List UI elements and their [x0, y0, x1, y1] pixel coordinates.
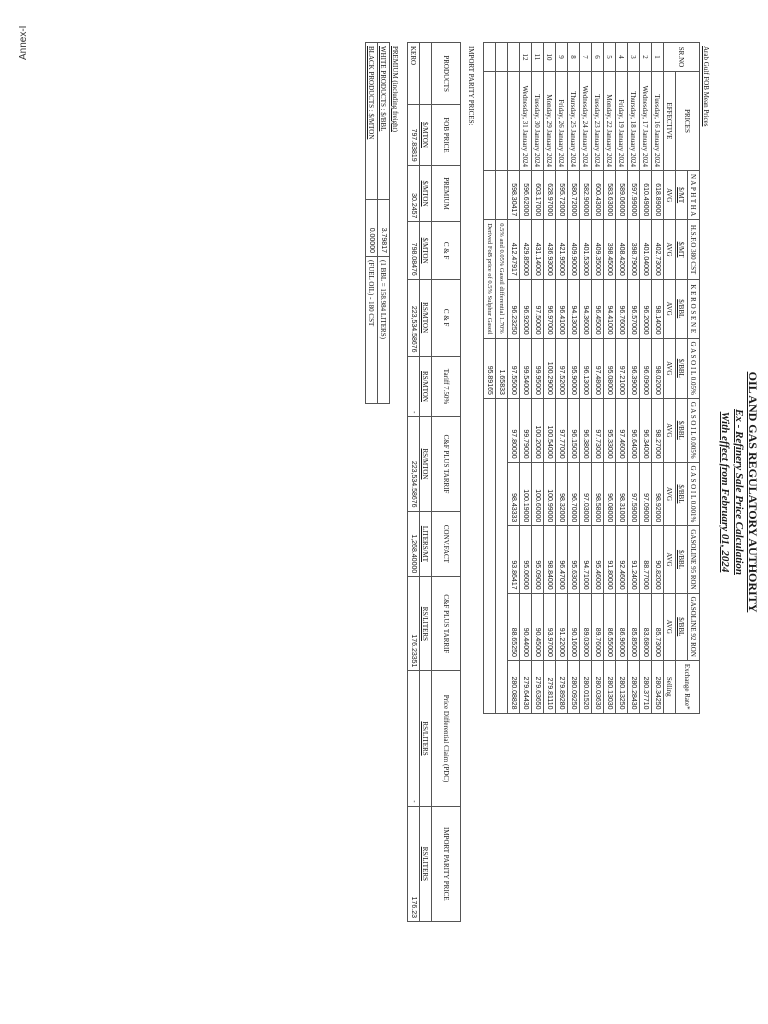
selling-label: Selling: [664, 660, 676, 713]
ipp-unit: RS/LITERS: [420, 806, 432, 921]
price-cell: 96.13000: [580, 338, 592, 398]
price-cell: 280.28430: [628, 660, 640, 713]
ipp-column-header: C&F PLUS TARRIF: [432, 417, 461, 511]
ipp-unit: $/MTON: [420, 222, 432, 279]
price-cell: 89.03000: [580, 593, 592, 660]
price-cell: 98.31000: [616, 462, 628, 526]
ipp-unit: RS/MTON: [420, 417, 432, 511]
product-name-3: G A S O I L 0.05%: [688, 338, 700, 398]
product-name-1: H.S.F.O 380 CST: [688, 220, 700, 280]
ipp-column-header: Price Differential Claim (PDC): [432, 671, 461, 806]
table-row: [652, 43, 664, 714]
price-cell: 96.08000: [604, 462, 616, 526]
price-cell: 100.54000: [544, 398, 556, 462]
price-cell: 401.53000: [580, 220, 592, 280]
avg-label-4: AVG: [664, 398, 676, 462]
premium-black-row: [366, 43, 378, 404]
sr-cell: 11: [532, 43, 544, 72]
product-name-2: K E R O S E N E: [688, 279, 700, 338]
price-cell: 100.19000: [520, 462, 532, 526]
premium-table: [365, 42, 390, 404]
avg-label-3: AVG: [664, 338, 676, 398]
product-name-5: G A S O I L 0.001%: [688, 462, 700, 526]
table-row: [544, 43, 556, 714]
price-cell: 86.96000: [616, 593, 628, 660]
price-cell: 582.90000: [580, 171, 592, 220]
ipp-unit: $/MTON: [420, 105, 432, 165]
prices-header: PRICES: [676, 72, 700, 171]
gasoil-diff-value: 1.65833: [496, 338, 508, 398]
authority-title: OIL AND GAS REGULATORY AUTHORITY: [746, 371, 760, 613]
price-cell: 97.77000: [556, 398, 568, 462]
ipp-column-header: C&F PLUS TARRIF: [432, 577, 461, 671]
ipp-cell: 223,534.58676: [408, 417, 420, 511]
table-row: [568, 43, 580, 714]
document-header: [718, 42, 760, 942]
sr-cell: 3: [628, 43, 640, 72]
table-row: [592, 43, 604, 714]
annex-label: Annex-I: [18, 25, 29, 60]
date-cell: Friday, 19 January 2024: [616, 72, 628, 171]
effective-header: EFFECTIVE: [664, 72, 676, 171]
sr-cell: 10: [544, 43, 556, 72]
average-cell: 598.30417: [508, 171, 520, 220]
product-name-0: N A P H T H A: [688, 171, 700, 220]
price-cell: 100.20000: [532, 398, 544, 462]
table-row: [556, 43, 568, 714]
price-cell: 93.97000: [544, 593, 556, 660]
price-cell: 96.97000: [544, 279, 556, 338]
ipp-cell: 1,268.40000: [408, 511, 420, 577]
price-cell: 96.92000: [520, 279, 532, 338]
product-name-4: G A S O I L 0.005%: [688, 398, 700, 462]
price-cell: 603.17000: [532, 171, 544, 220]
price-cell: 96.20000: [640, 279, 652, 338]
product-unit-2: $/BBL: [676, 279, 688, 338]
price-cell: 409.90000: [568, 220, 580, 280]
price-cell: 98.02000: [652, 338, 664, 398]
product-unit-4: $/BBL: [676, 398, 688, 462]
white-products-value: 3.79817: [378, 200, 390, 257]
price-cell: 279.64430: [520, 660, 532, 713]
ipp-product: KERO: [408, 43, 420, 105]
price-cell: 398.45000: [604, 220, 616, 280]
ipp-cell: -: [408, 356, 420, 417]
table-row: [520, 43, 532, 714]
price-cell: 98.27000: [652, 398, 664, 462]
date-cell: Thursday, 18 January 2024: [628, 72, 640, 171]
price-cell: 98.92000: [652, 462, 664, 526]
price-cell: 96.41000: [556, 279, 568, 338]
price-cell: 83.68000: [640, 593, 652, 660]
product-name-8: Exchange Rate*: [676, 660, 700, 713]
ipp-cell: 798.08476: [408, 222, 420, 279]
price-cell: 280.37710: [640, 660, 652, 713]
price-cell: 97.09000: [640, 462, 652, 526]
price-cell: 279.81110: [544, 660, 556, 713]
price-cell: 402.73000: [652, 220, 664, 280]
ipp-unit: LITERS/MT: [420, 511, 432, 577]
price-cell: 89.76000: [592, 593, 604, 660]
ipp-cell: 30.2457: [408, 165, 420, 222]
derived-fob-note: Derived FoB price of 0.5% Sulphur Gasoil: [484, 220, 496, 338]
price-cell: 95.09000: [532, 526, 544, 593]
price-cell: 97.46000: [616, 398, 628, 462]
premium-title: PREMIUM (including freight): [391, 46, 399, 132]
avg-row: [664, 43, 676, 714]
srno-header: SR.NO: [664, 43, 700, 72]
product-unit-0: $/MT: [676, 171, 688, 220]
average-row: [508, 43, 520, 714]
price-cell: 431.14000: [532, 220, 544, 280]
table-row: [616, 43, 628, 714]
price-cell: 596.62000: [520, 171, 532, 220]
table-row: [604, 43, 616, 714]
price-cell: 100.99000: [544, 462, 556, 526]
ipp-cell: 176.23: [408, 806, 420, 921]
price-cell: 98.84000: [544, 526, 556, 593]
product-unit-5: $/BBL: [676, 462, 688, 526]
derived-fob-value: 95.89165: [484, 338, 496, 398]
import-parity-title: IMPORT PARITY PRICES:: [467, 46, 475, 126]
price-cell: 95.63000: [568, 526, 580, 593]
price-cell: 96.38000: [580, 398, 592, 462]
price-cell: 99.54000: [520, 338, 532, 398]
fob-mean-prices-table: [483, 42, 700, 714]
date-cell: Wednesday, 17 January 2024: [640, 72, 652, 171]
average-cell: 88.65250: [508, 593, 520, 660]
average-cell: 412.47917: [508, 220, 520, 280]
ipp-row: [408, 43, 420, 922]
ipp-column-header: CONV.FACT: [432, 511, 461, 577]
price-cell: 92.46000: [616, 526, 628, 593]
ipp-unit: [420, 43, 432, 105]
price-cell: 280.13250: [616, 660, 628, 713]
price-cell: 90.44000: [520, 593, 532, 660]
average-cell: 96.23250: [508, 279, 520, 338]
black-products-label: BLACK PRODUCTS : $/MTON: [366, 43, 378, 200]
price-cell: 95.08000: [604, 338, 616, 398]
ipp-unit: RS/MTON: [420, 356, 432, 417]
price-cell: 96.34000: [640, 398, 652, 462]
price-cell: 96.39000: [628, 338, 640, 398]
ipp-header-row: [432, 43, 461, 922]
mean-prices-footer: [484, 43, 520, 714]
avg-label-6: AVG: [664, 526, 676, 593]
price-cell: 583.63000: [604, 171, 616, 220]
mean-prices-body: [520, 43, 664, 714]
date-cell: Thursday, 25 January 2024: [568, 72, 580, 171]
price-cell: 436.93000: [544, 220, 556, 280]
avg-label-0: AVG: [664, 171, 676, 220]
price-cell: 618.89000: [652, 171, 664, 220]
mean-prices-caption: Arab Gulf FOB Mean Prices: [702, 46, 710, 127]
sr-cell: 1: [652, 43, 664, 72]
table-row: [628, 43, 640, 714]
ipp-column-header: Tariff 7.50%: [432, 356, 461, 417]
price-cell: 96.45000: [592, 279, 604, 338]
avg-label-5: AVG: [664, 462, 676, 526]
price-cell: 94.36000: [580, 279, 592, 338]
price-cell: 91.22000: [556, 593, 568, 660]
ipp-cell: 797.83819: [408, 105, 420, 165]
price-cell: 280.09250: [568, 660, 580, 713]
black-products-value: 0.00000: [366, 200, 378, 257]
price-cell: 97.59000: [628, 462, 640, 526]
sr-cell: 6: [592, 43, 604, 72]
price-cell: 408.42000: [616, 220, 628, 280]
price-cell: 610.49000: [640, 171, 652, 220]
price-cell: 628.97000: [544, 171, 556, 220]
ipp-cell: 176.23351: [408, 577, 420, 671]
price-cell: 99.79000: [520, 398, 532, 462]
price-cell: 98.32000: [556, 462, 568, 526]
price-cell: 409.35000: [592, 220, 604, 280]
sr-cell: 8: [568, 43, 580, 72]
price-cell: 96.70000: [568, 462, 580, 526]
price-cell: 96.09000: [640, 338, 652, 398]
ipp-unit: RS/LITERS: [420, 671, 432, 806]
price-cell: 85.73000: [652, 593, 664, 660]
ipp-units-row: [420, 43, 432, 922]
price-cell: 280.34250: [652, 660, 664, 713]
ipp-column-header: C & F: [432, 279, 461, 356]
ipp-column-header: PRODUCTS: [432, 43, 461, 105]
white-products-label: WHITE PRODUCTS : $/BBL: [378, 43, 390, 200]
price-cell: 429.85000: [520, 220, 532, 280]
ipp-unit: $/MTON: [420, 165, 432, 222]
date-cell: Tuesday, 16 January 2024: [652, 72, 664, 171]
gasoil-diff-row: [496, 43, 508, 714]
table-row: [580, 43, 592, 714]
price-cell: 589.06000: [616, 171, 628, 220]
ipp-body: [408, 43, 420, 922]
product-unit-7: $/BBL: [676, 593, 688, 660]
price-cell: 96.64000: [628, 398, 640, 462]
table-row: [640, 43, 652, 714]
price-cell: 95.33000: [604, 398, 616, 462]
ipp-column-header: FOB PRICE: [432, 105, 461, 165]
table-row: [532, 43, 544, 714]
price-cell: 100.29000: [544, 338, 556, 398]
price-cell: 398.79000: [628, 220, 640, 280]
price-cell: 600.43000: [592, 171, 604, 220]
price-cell: 280.01520: [580, 660, 592, 713]
average-cell: 97.80000: [508, 398, 520, 462]
ipp-column-header: C & F: [432, 222, 461, 279]
average-cell: 98.43333: [508, 462, 520, 526]
price-cell: 96.47000: [556, 526, 568, 593]
price-cell: 88.77000: [640, 526, 652, 593]
price-cell: 96.57000: [628, 279, 640, 338]
price-cell: 96.76000: [616, 279, 628, 338]
product-name-6: GASOLINE 95 RON: [688, 526, 700, 593]
product-name-7: GASOLINE 92 RON: [688, 593, 700, 660]
date-cell: Monday, 22 January 2024: [604, 72, 616, 171]
date-cell: Friday, 26 January 2024: [556, 72, 568, 171]
price-cell: 95.90000: [568, 338, 580, 398]
date-cell: Wednesday, 31 January 2024: [520, 72, 532, 171]
ipp-unit: RS/LITERS: [420, 577, 432, 671]
ipp-column-header: IMPORT PARITY PRICE: [432, 806, 461, 921]
price-cell: 90.82000: [652, 526, 664, 593]
price-cell: 97.48000: [592, 338, 604, 398]
price-cell: 97.50000: [532, 279, 544, 338]
avg-label-2: AVG: [664, 279, 676, 338]
price-cell: 279.63650: [532, 660, 544, 713]
average-cell: 93.86417: [508, 526, 520, 593]
product-header-row: [688, 43, 700, 714]
document-sheet: [72, 42, 760, 942]
price-cell: 85.85000: [628, 593, 640, 660]
price-cell: 91.80000: [604, 526, 616, 593]
date-cell: Tuesday, 30 January 2024: [532, 72, 544, 171]
price-cell: 99.95000: [532, 338, 544, 398]
price-cell: 94.13000: [568, 279, 580, 338]
price-cell: 91.24000: [628, 526, 640, 593]
price-cell: 97.03000: [580, 462, 592, 526]
date-cell: Monday, 29 January 2024: [544, 72, 556, 171]
average-cell: 97.55000: [508, 338, 520, 398]
price-cell: 90.16000: [568, 593, 580, 660]
price-cell: 595.72000: [556, 171, 568, 220]
ipp-cell: 223,534.58676: [408, 279, 420, 356]
price-cell: 279.89280: [556, 660, 568, 713]
date-cell: Wednesday, 24 January 2024: [580, 72, 592, 171]
price-cell: 597.99000: [628, 171, 640, 220]
price-cell: 97.73000: [592, 398, 604, 462]
product-unit-3: $/BBL: [676, 338, 688, 398]
white-products-note: (1 BBL = 158.984 LITERS): [378, 257, 390, 404]
premium-white-row: [378, 43, 390, 404]
sr-cell: 12: [520, 43, 532, 72]
product-unit-1: $/MT: [676, 220, 688, 280]
price-cell: 94.41000: [604, 279, 616, 338]
avg-label-7: AVG: [664, 593, 676, 660]
price-cell: 90.45000: [532, 593, 544, 660]
sr-cell: 2: [640, 43, 652, 72]
price-cell: 98.58000: [592, 462, 604, 526]
price-cell: 97.52000: [556, 338, 568, 398]
gasoil-diff-note: 0.5% and 0.05% Gasoil differential 1.70%: [496, 220, 508, 338]
avg-label-1: AVG: [664, 220, 676, 280]
sr-cell: 4: [616, 43, 628, 72]
product-unit-6: $/BBL: [676, 526, 688, 593]
black-products-note: (FUEL OIL) - 180 CST: [366, 257, 378, 404]
price-cell: 280.13030: [604, 660, 616, 713]
sr-cell: 7: [580, 43, 592, 72]
sr-cell: 9: [556, 43, 568, 72]
date-cell: Tuesday, 23 January 2024: [592, 72, 604, 171]
derived-fob-row: [484, 43, 496, 714]
price-cell: 280.03630: [592, 660, 604, 713]
price-cell: 100.60000: [532, 462, 544, 526]
sr-cell: 5: [604, 43, 616, 72]
price-cell: 97.21000: [616, 338, 628, 398]
price-cell: 95.06000: [520, 526, 532, 593]
price-cell: 401.04000: [640, 220, 652, 280]
price-cell: 421.95000: [556, 220, 568, 280]
price-cell: 95.46000: [592, 526, 604, 593]
price-cell: 580.72000: [568, 171, 580, 220]
price-cell: 86.55000: [604, 593, 616, 660]
ipp-cell: -: [408, 671, 420, 806]
average-cell: 280.08828: [508, 660, 520, 713]
import-parity-table: [407, 42, 461, 922]
price-cell: 98.14000: [652, 279, 664, 338]
ipp-unit: RS/MTON: [420, 279, 432, 356]
effective-date: With effect from February 01, 2024: [719, 411, 731, 573]
price-cell: 94.71000: [580, 526, 592, 593]
calc-subtitle: Ex - Refinery Sale Price Calculation: [733, 409, 745, 575]
ipp-column-header: PREMIUM: [432, 165, 461, 222]
price-cell: 96.15000: [568, 398, 580, 462]
